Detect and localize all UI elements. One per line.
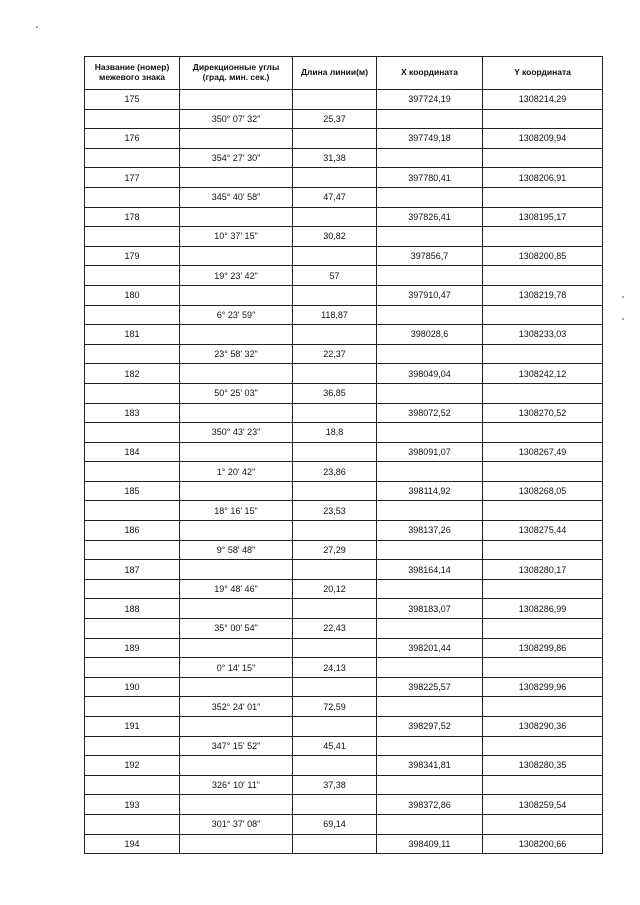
x-coordinate-cell — [377, 579, 483, 599]
header-marker-name: Название (номер) межевого знака — [85, 57, 180, 90]
header-line-length: Длина линии(м) — [293, 57, 377, 90]
bearing-cell — [180, 90, 293, 110]
line-length-cell: 20,12 — [293, 579, 377, 599]
bearing-cell — [180, 168, 293, 188]
x-coordinate-cell: 398091,07 — [377, 442, 483, 462]
table-header-row — [85, 57, 603, 90]
bearing-cell — [180, 521, 293, 541]
line-length-cell: 25,37 — [293, 109, 377, 129]
y-coordinate-cell — [483, 187, 603, 207]
y-coordinate-cell: 1308286,99 — [483, 599, 603, 619]
line-length-cell — [293, 90, 377, 110]
line-length-cell — [293, 599, 377, 619]
y-coordinate-cell — [483, 462, 603, 482]
table-row — [85, 540, 603, 560]
marker-name-cell — [85, 227, 180, 247]
marker-name-cell: 193 — [85, 795, 180, 815]
line-length-cell — [293, 834, 377, 854]
line-length-cell — [293, 521, 377, 541]
line-length-cell: 47,47 — [293, 187, 377, 207]
table-row — [85, 795, 603, 815]
line-length-cell — [293, 246, 377, 266]
table-row — [85, 677, 603, 697]
table-row — [85, 285, 603, 305]
table-row — [85, 403, 603, 423]
x-coordinate-cell — [377, 736, 483, 756]
x-coordinate-cell: 398183,07 — [377, 599, 483, 619]
table-row — [85, 344, 603, 364]
line-length-cell — [293, 677, 377, 697]
line-length-cell: 57 — [293, 266, 377, 286]
table-row — [85, 168, 603, 188]
bearing-cell: 18° 16' 15" — [180, 501, 293, 521]
boundary-coordinates-table — [84, 56, 603, 854]
x-coordinate-cell: 398049,04 — [377, 364, 483, 384]
table-row — [85, 834, 603, 854]
table-row — [85, 305, 603, 325]
bearing-cell: 6° 23' 59" — [180, 305, 293, 325]
table-row — [85, 266, 603, 286]
y-coordinate-cell: 1308209,94 — [483, 129, 603, 149]
x-coordinate-cell — [377, 266, 483, 286]
bearing-cell — [180, 560, 293, 580]
table-row — [85, 246, 603, 266]
table-row — [85, 619, 603, 639]
y-coordinate-cell: 1308195,17 — [483, 207, 603, 227]
line-length-cell: 69,14 — [293, 814, 377, 834]
y-coordinate-cell: 1308214,29 — [483, 90, 603, 110]
line-length-cell — [293, 481, 377, 501]
y-coordinate-cell — [483, 148, 603, 168]
bearing-cell: 326° 10' 11" — [180, 775, 293, 795]
bearing-cell — [180, 834, 293, 854]
marker-name-cell: 182 — [85, 364, 180, 384]
marker-name-cell: 176 — [85, 129, 180, 149]
marker-name-cell — [85, 540, 180, 560]
x-coordinate-cell — [377, 619, 483, 639]
marker-name-cell: 185 — [85, 481, 180, 501]
bearing-cell — [180, 246, 293, 266]
x-coordinate-cell — [377, 305, 483, 325]
line-length-cell — [293, 364, 377, 384]
marker-name-cell: 179 — [85, 246, 180, 266]
marker-name-cell — [85, 619, 180, 639]
marker-name-cell: 181 — [85, 325, 180, 345]
x-coordinate-cell: 397749,18 — [377, 129, 483, 149]
marker-name-cell: 189 — [85, 638, 180, 658]
y-coordinate-cell: 1308219,78 — [483, 285, 603, 305]
y-coordinate-cell: 1308233,03 — [483, 325, 603, 345]
marker-name-cell: 191 — [85, 717, 180, 737]
y-coordinate-cell — [483, 109, 603, 129]
y-coordinate-cell — [483, 540, 603, 560]
x-coordinate-cell: 397826,41 — [377, 207, 483, 227]
x-coordinate-cell — [377, 501, 483, 521]
marker-name-cell: 184 — [85, 442, 180, 462]
bearing-cell: 19° 23' 42" — [180, 266, 293, 286]
line-length-cell — [293, 560, 377, 580]
y-coordinate-cell — [483, 619, 603, 639]
bearing-cell: 50° 25' 03" — [180, 383, 293, 403]
x-coordinate-cell — [377, 148, 483, 168]
scan-speck — [36, 26, 38, 28]
x-coordinate-cell: 397856,7 — [377, 246, 483, 266]
marker-name-cell — [85, 344, 180, 364]
table-row — [85, 227, 603, 247]
line-length-cell — [293, 717, 377, 737]
table-row — [85, 442, 603, 462]
marker-name-cell — [85, 423, 180, 443]
line-length-cell — [293, 325, 377, 345]
table-row — [85, 364, 603, 384]
table-row — [85, 325, 603, 345]
table-row — [85, 481, 603, 501]
line-length-cell: 24,13 — [293, 658, 377, 678]
marker-name-cell: 188 — [85, 599, 180, 619]
line-length-cell — [293, 285, 377, 305]
bearing-cell — [180, 442, 293, 462]
table-row — [85, 717, 603, 737]
x-coordinate-cell: 397724,19 — [377, 90, 483, 110]
marker-name-cell: 192 — [85, 756, 180, 776]
line-length-cell — [293, 756, 377, 776]
line-length-cell: 36,85 — [293, 383, 377, 403]
bearing-cell: 35° 00' 54" — [180, 619, 293, 639]
table-row — [85, 187, 603, 207]
x-coordinate-cell: 398297,52 — [377, 717, 483, 737]
marker-name-cell — [85, 579, 180, 599]
y-coordinate-cell: 1308206,91 — [483, 168, 603, 188]
bearing-cell — [180, 285, 293, 305]
x-coordinate-cell: 398028,6 — [377, 325, 483, 345]
bearing-cell — [180, 717, 293, 737]
bearing-cell — [180, 207, 293, 227]
bearing-cell — [180, 756, 293, 776]
marker-name-cell — [85, 814, 180, 834]
x-coordinate-cell — [377, 383, 483, 403]
y-coordinate-cell — [483, 501, 603, 521]
line-length-cell: 22,43 — [293, 619, 377, 639]
y-coordinate-cell — [483, 697, 603, 717]
marker-name-cell — [85, 148, 180, 168]
table-row — [85, 501, 603, 521]
header-bearing: Дирекционные углы (град. мин. сек.) — [180, 57, 293, 90]
marker-name-cell: 190 — [85, 677, 180, 697]
table-row — [85, 462, 603, 482]
x-coordinate-cell: 398372,86 — [377, 795, 483, 815]
bearing-cell — [180, 481, 293, 501]
y-coordinate-cell: 1308268,05 — [483, 481, 603, 501]
y-coordinate-cell — [483, 383, 603, 403]
marker-name-cell — [85, 736, 180, 756]
x-coordinate-cell: 397910,47 — [377, 285, 483, 305]
x-coordinate-cell: 398137,26 — [377, 521, 483, 541]
line-length-cell: 18,8 — [293, 423, 377, 443]
y-coordinate-cell: 1308280,17 — [483, 560, 603, 580]
table-row — [85, 383, 603, 403]
line-length-cell: 23,53 — [293, 501, 377, 521]
marker-name-cell: 178 — [85, 207, 180, 227]
y-coordinate-cell: 1308270,52 — [483, 403, 603, 423]
line-length-cell: 118,87 — [293, 305, 377, 325]
y-coordinate-cell — [483, 658, 603, 678]
table-row — [85, 658, 603, 678]
y-coordinate-cell: 1308200,66 — [483, 834, 603, 854]
table-body — [85, 90, 603, 854]
x-coordinate-cell — [377, 344, 483, 364]
marker-name-cell: 187 — [85, 560, 180, 580]
bearing-cell — [180, 599, 293, 619]
bearing-cell: 1° 20' 42" — [180, 462, 293, 482]
y-coordinate-cell — [483, 227, 603, 247]
bearing-cell: 345° 40' 58" — [180, 187, 293, 207]
line-length-cell — [293, 442, 377, 462]
x-coordinate-cell — [377, 227, 483, 247]
table-row — [85, 736, 603, 756]
marker-name-cell: 186 — [85, 521, 180, 541]
bearing-cell: 23° 58' 32" — [180, 344, 293, 364]
table-row — [85, 129, 603, 149]
table-row — [85, 814, 603, 834]
header-y-coordinate: Y координата — [483, 57, 603, 90]
y-coordinate-cell: 1308290,36 — [483, 717, 603, 737]
table-row — [85, 638, 603, 658]
line-length-cell — [293, 168, 377, 188]
table-row — [85, 423, 603, 443]
y-coordinate-cell — [483, 423, 603, 443]
marker-name-cell: 175 — [85, 90, 180, 110]
x-coordinate-cell — [377, 109, 483, 129]
y-coordinate-cell: 1308275,44 — [483, 521, 603, 541]
bearing-cell: 301° 37' 08" — [180, 814, 293, 834]
bearing-cell: 0° 14' 15" — [180, 658, 293, 678]
bearing-cell: 352° 24' 01" — [180, 697, 293, 717]
x-coordinate-cell: 397780,41 — [377, 168, 483, 188]
table-row — [85, 756, 603, 776]
bearing-cell — [180, 795, 293, 815]
x-coordinate-cell: 398164,14 — [377, 560, 483, 580]
bearing-cell: 19° 48' 46" — [180, 579, 293, 599]
marker-name-cell: 177 — [85, 168, 180, 188]
marker-name-cell — [85, 775, 180, 795]
bearing-cell: 347° 15' 52" — [180, 736, 293, 756]
y-coordinate-cell — [483, 736, 603, 756]
x-coordinate-cell — [377, 187, 483, 207]
marker-name-cell — [85, 501, 180, 521]
marker-name-cell: 183 — [85, 403, 180, 423]
y-coordinate-cell — [483, 344, 603, 364]
table-row — [85, 697, 603, 717]
header-x-coordinate: X координата — [377, 57, 483, 90]
marker-name-cell — [85, 187, 180, 207]
marker-name-cell: 180 — [85, 285, 180, 305]
table-row — [85, 90, 603, 110]
bearing-cell — [180, 129, 293, 149]
bearing-cell — [180, 638, 293, 658]
y-coordinate-cell: 1308299,86 — [483, 638, 603, 658]
line-length-cell: 72,59 — [293, 697, 377, 717]
x-coordinate-cell — [377, 423, 483, 443]
x-coordinate-cell: 398341,81 — [377, 756, 483, 776]
line-length-cell — [293, 207, 377, 227]
x-coordinate-cell: 398225,57 — [377, 677, 483, 697]
y-coordinate-cell — [483, 579, 603, 599]
line-length-cell — [293, 795, 377, 815]
marker-name-cell — [85, 305, 180, 325]
x-coordinate-cell: 398114,92 — [377, 481, 483, 501]
bearing-cell — [180, 403, 293, 423]
line-length-cell: 27,29 — [293, 540, 377, 560]
y-coordinate-cell: 1308200,85 — [483, 246, 603, 266]
line-length-cell: 30,82 — [293, 227, 377, 247]
y-coordinate-cell: 1308242,12 — [483, 364, 603, 384]
bearing-cell: 10° 37' 15" — [180, 227, 293, 247]
bearing-cell: 350° 43' 23" — [180, 423, 293, 443]
table-row — [85, 521, 603, 541]
x-coordinate-cell — [377, 540, 483, 560]
y-coordinate-cell: 1308299,96 — [483, 677, 603, 697]
line-length-cell: 37,38 — [293, 775, 377, 795]
line-length-cell: 31,38 — [293, 148, 377, 168]
x-coordinate-cell — [377, 814, 483, 834]
line-length-cell: 23,86 — [293, 462, 377, 482]
x-coordinate-cell — [377, 658, 483, 678]
line-length-cell: 45,41 — [293, 736, 377, 756]
line-length-cell — [293, 129, 377, 149]
y-coordinate-cell — [483, 266, 603, 286]
table-row — [85, 148, 603, 168]
x-coordinate-cell — [377, 462, 483, 482]
bearing-cell: 350° 07' 32" — [180, 109, 293, 129]
scan-speck — [622, 296, 624, 298]
y-coordinate-cell: 1308280,35 — [483, 756, 603, 776]
table-row — [85, 207, 603, 227]
marker-name-cell — [85, 109, 180, 129]
marker-name-cell — [85, 658, 180, 678]
y-coordinate-cell — [483, 305, 603, 325]
x-coordinate-cell: 398072,52 — [377, 403, 483, 423]
marker-name-cell — [85, 697, 180, 717]
scan-speck — [622, 318, 624, 320]
table-row — [85, 599, 603, 619]
line-length-cell — [293, 403, 377, 423]
marker-name-cell — [85, 266, 180, 286]
x-coordinate-cell: 398409,11 — [377, 834, 483, 854]
table-row — [85, 109, 603, 129]
y-coordinate-cell: 1308259,54 — [483, 795, 603, 815]
table-row — [85, 775, 603, 795]
table-row — [85, 579, 603, 599]
y-coordinate-cell — [483, 814, 603, 834]
bearing-cell: 354° 27' 30" — [180, 148, 293, 168]
x-coordinate-cell: 398201,44 — [377, 638, 483, 658]
bearing-cell: 9° 58' 48" — [180, 540, 293, 560]
bearing-cell — [180, 325, 293, 345]
y-coordinate-cell — [483, 775, 603, 795]
line-length-cell — [293, 638, 377, 658]
table-row — [85, 560, 603, 580]
y-coordinate-cell: 1308267,49 — [483, 442, 603, 462]
bearing-cell — [180, 364, 293, 384]
marker-name-cell — [85, 383, 180, 403]
x-coordinate-cell — [377, 697, 483, 717]
marker-name-cell — [85, 462, 180, 482]
marker-name-cell: 194 — [85, 834, 180, 854]
line-length-cell: 22,37 — [293, 344, 377, 364]
x-coordinate-cell — [377, 775, 483, 795]
bearing-cell — [180, 677, 293, 697]
